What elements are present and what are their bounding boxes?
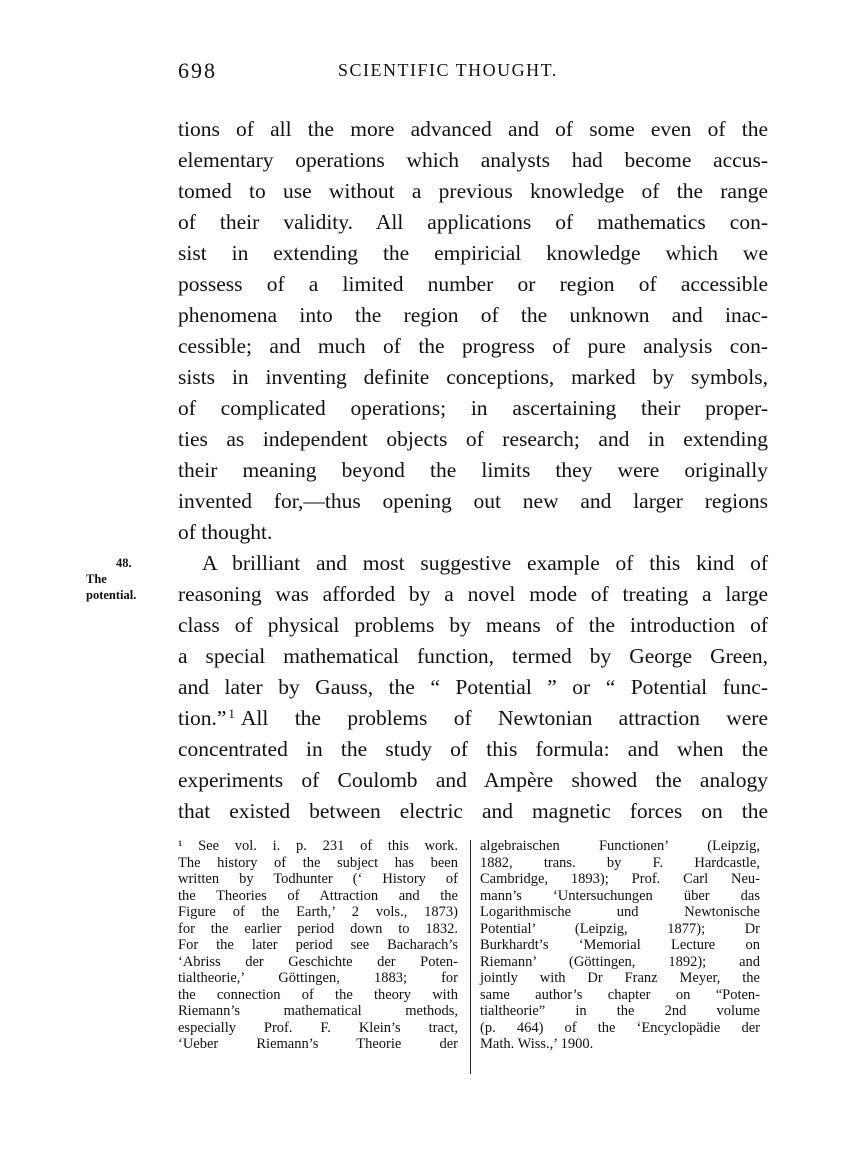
footnote-line: Logarithmische und Newtonische [480,904,760,920]
footnote-line: for the earlier period down to 1832. [178,920,458,937]
footnote-line: jointly with Dr Franz Meyer, the [480,970,760,986]
paragraph-start-line: A brilliant and most suggestive example of this kind of [202,551,768,575]
text-line-with-footnote [178,703,768,734]
footnote-line: Math. Wiss.,’ 1900. [480,1036,594,1052]
text-line: possess of a limited number or region of accessible [178,272,768,296]
footnote-reference: 1 [228,706,235,721]
text-line: tions of all the more advanced and of some even of the [178,117,768,141]
footnote-line: ¹ See vol. i. p. 231 of this work. [178,838,458,854]
text-line: sist in extending the empiricial knowledge which we [178,241,768,265]
footnote-line: ‘Abriss der Geschichte der Poten- [178,953,458,970]
text-line: invented for,—thus opening out new and larger regions [178,489,768,513]
text-line: ties as independent objects of research; and in extending [178,427,768,451]
text-line: cessible; and much of the progress of pure analysis con- [178,334,768,358]
text-line: elementary operations which analysts had become accus- [178,148,768,172]
footnote-line: The history of the subject has been [178,854,458,871]
text-line: of thought. [178,520,273,544]
text-line: tomed to use without a previous knowledge of the range [178,179,768,203]
footnote-line: Cambridge, 1893); Prof. Carl Neu- [480,871,760,887]
text-line: of their validity. All applications of mathematics con- [178,210,768,234]
footnote-line: For the later period see Bacharach’s [178,937,458,953]
section-label-line-2: potential. [86,588,137,602]
text-line: reasoning was afforded by a novel mode of treating a large [178,582,768,606]
footnote-line: tialtheorie” in the 2nd volume [480,1003,760,1019]
footnote-line: the connection of the theory with [178,986,458,1003]
text-line: experiments of Coulomb and Ampère showed the analogy [178,768,768,792]
text-segment: All the problems of Newtonian attraction were [240,706,768,730]
column-divider [470,840,471,1074]
page-number: 698 [178,58,217,83]
text-line: of complicated operations; in ascertaining their proper- [178,396,768,420]
text-line: and later by Gauss, the “ Potential ” or “ Potential func- [178,675,768,699]
footnote-line: Riemann’ (Göttingen, 1892); and [480,953,760,970]
text-segment: tion.” [178,706,227,730]
margin-note [86,555,166,603]
footnote-line: (p. 464) of the ‘Encyclopädie der [480,1019,760,1036]
footnotes [178,838,768,1078]
running-title: SCIENTIFIC THOUGHT. [338,60,558,80]
footnote-line: ‘Ueber Riemann’s Theorie der [178,1036,458,1052]
text-line: a special mathematical function, termed by George Green, [178,644,768,668]
footnote-line: Riemann’s mathematical methods, [178,1003,458,1019]
text-line: that existed between electric and magnetic forces on the [178,799,768,823]
footnote-line: tialtheorie,’ Göttingen, 1883; for [178,970,458,986]
body-text [178,114,768,827]
footnote-line: 1882, trans. by F. Hardcastle, [480,854,760,871]
footnote-line: the Theories of Attraction and the [178,887,458,904]
footnote-line: mann’s ‘Untersuchungen über das [480,887,760,904]
footnote-line: especially Prof. F. Klein’s tract, [178,1019,458,1036]
text-line: their meaning beyond the limits they were originally [178,458,768,482]
text-line: class of physical problems by means of the introduction of [178,613,768,637]
text-line: sists in inventing definite conceptions, marked by symbols, [178,365,768,389]
text-line: concentrated in the study of this formula: and when the [178,737,768,761]
footnote-column-right [480,838,760,1053]
running-head [178,58,768,88]
footnote-line: algebraischen Functionen’ (Leipzig, [480,838,760,854]
footnote-line: Burkhardt’s ‘Memorial Lecture on [480,937,760,953]
footnote-line: Figure of the Earth,’ 2 vols., 1873) [178,904,458,920]
section-number: 48. [116,556,132,570]
section-label-line-1: The [86,572,107,586]
text-line: phenomena into the region of the unknown and inac- [178,303,768,327]
footnote-line: same author’s chapter on “Poten- [480,986,760,1003]
footnote-line: Potential’ (Leipzig, 1877); Dr [480,920,760,937]
footnote-column-left [178,838,458,1053]
footnote-line: written by Todhunter (‘ History of [178,871,458,887]
